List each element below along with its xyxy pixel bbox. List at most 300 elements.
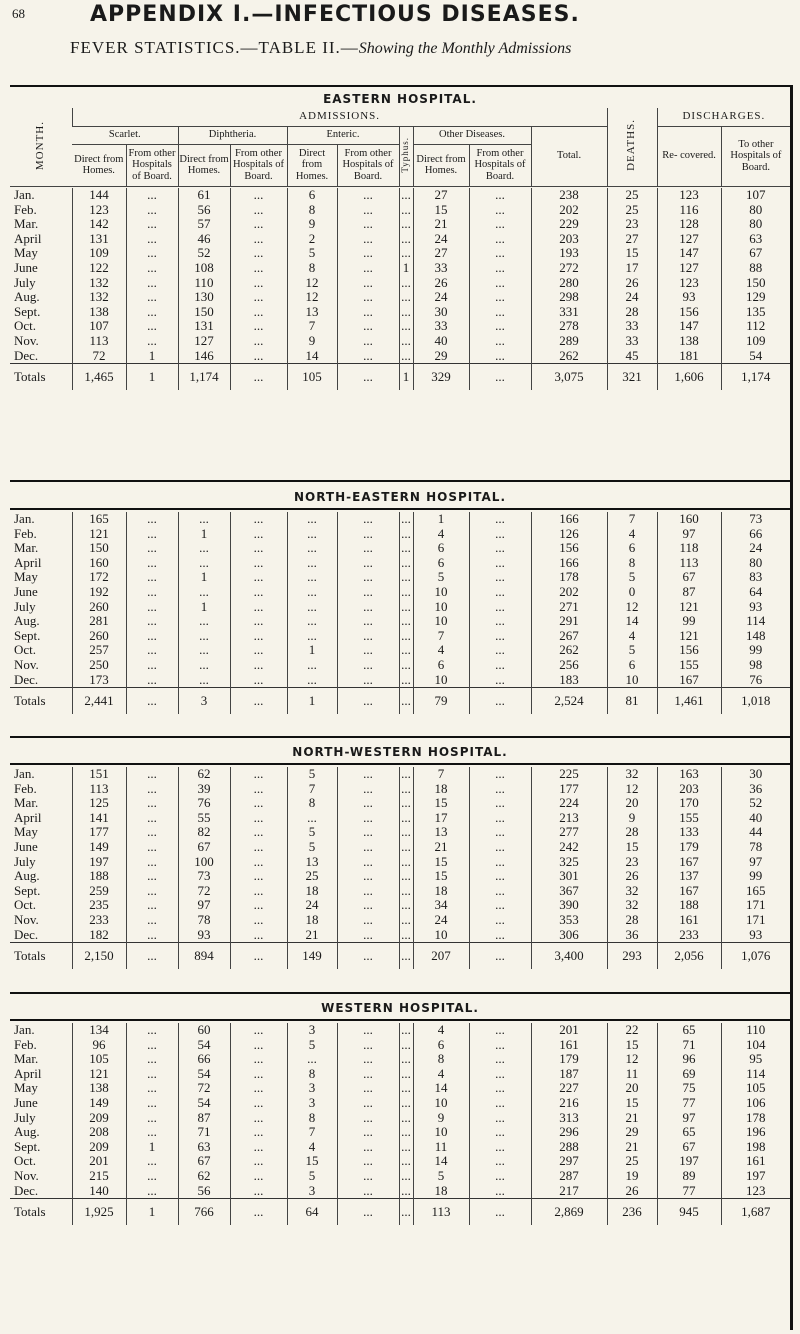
table-cell: 329 <box>413 364 469 391</box>
table-cell: 15 <box>413 203 469 218</box>
table-cell: 110 <box>721 1023 790 1038</box>
table-cell: 313 <box>531 1111 607 1126</box>
table-cell: 40 <box>721 811 790 826</box>
table-cell: 179 <box>531 1052 607 1067</box>
table-cell: 306 <box>531 928 607 943</box>
month-cell: Nov. <box>14 912 39 927</box>
table-cell: 24 <box>413 290 469 305</box>
table-cell: 10 <box>413 1096 469 1111</box>
table-cell: ... <box>230 1154 287 1169</box>
table-cell: 26 <box>607 869 657 884</box>
table-cell: 287 <box>531 1169 607 1184</box>
table-cell: 20 <box>607 796 657 811</box>
table-cell: 72 <box>178 884 230 899</box>
month-cell: April <box>14 231 42 246</box>
table-cell: 105 <box>721 1081 790 1096</box>
table-cell: 79 <box>413 688 469 715</box>
table-cell: 945 <box>657 1199 721 1226</box>
table-cell: 54 <box>178 1038 230 1053</box>
table-row <box>10 276 790 291</box>
table-cell: ... <box>230 943 287 970</box>
table-row <box>10 782 790 797</box>
table-cell: 172 <box>72 570 126 585</box>
table-cell: 122 <box>72 261 126 276</box>
table-cell: 1 <box>413 512 469 527</box>
table-cell: 146 <box>178 349 230 364</box>
table-cell: 2,524 <box>531 688 607 715</box>
month-cell: April <box>14 1066 42 1081</box>
month-cell: May <box>14 1081 38 1096</box>
month-cell: Oct. <box>14 1154 37 1169</box>
table-cell: ... <box>126 796 178 811</box>
table-cell: 170 <box>657 796 721 811</box>
table-cell: 236 <box>607 1199 657 1226</box>
table-cell: ... <box>469 643 531 658</box>
page-number: 68 <box>12 6 25 21</box>
table-row <box>10 811 790 826</box>
month-cell: Jan. <box>14 188 35 202</box>
table-cell: 5 <box>287 825 337 840</box>
month-cell: Mar. <box>14 796 39 811</box>
table-cell: 178 <box>531 570 607 585</box>
table-cell: 3 <box>287 1023 337 1038</box>
table-cell: ... <box>126 840 178 855</box>
western-table <box>10 1023 790 1225</box>
table-cell: ... <box>126 217 178 232</box>
table-cell: 54 <box>178 1096 230 1111</box>
table-cell: 105 <box>72 1052 126 1067</box>
table-cell: 293 <box>607 943 657 970</box>
table-cell: 1,018 <box>721 688 790 715</box>
table-cell: ... <box>469 188 531 203</box>
table-cell: 29 <box>413 349 469 364</box>
totals-row <box>10 1199 790 1226</box>
table-cell: 6 <box>413 658 469 673</box>
table-cell: ... <box>399 614 413 629</box>
table-cell: 7 <box>287 1125 337 1140</box>
table-cell: 7 <box>413 767 469 782</box>
table-cell: 44 <box>721 825 790 840</box>
table-cell: ... <box>469 1125 531 1140</box>
table-cell: 14 <box>607 614 657 629</box>
month-cell: Dec. <box>14 927 39 942</box>
table-cell: ... <box>399 217 413 232</box>
table-cell: 209 <box>72 1111 126 1126</box>
table-cell: ... <box>337 658 399 673</box>
table-cell: 7 <box>287 319 337 334</box>
table-cell: ... <box>287 585 337 600</box>
table-cell: 72 <box>178 1081 230 1096</box>
table-row <box>10 203 790 218</box>
table-cell: 10 <box>413 614 469 629</box>
table-cell: 104 <box>721 1038 790 1053</box>
table-cell: 1 <box>399 261 413 276</box>
table-cell: 289 <box>531 334 607 349</box>
table-cell: ... <box>126 913 178 928</box>
table-cell: ... <box>469 232 531 247</box>
table-cell: 18 <box>413 884 469 899</box>
month-cell: Aug. <box>14 1125 40 1140</box>
table-cell: 165 <box>72 512 126 527</box>
table-cell: ... <box>126 276 178 291</box>
table-cell: ... <box>230 811 287 826</box>
table-cell: 178 <box>721 1111 790 1126</box>
table-cell: 72 <box>72 349 126 364</box>
month-cell: Jan. <box>14 1023 35 1037</box>
table-cell: ... <box>337 825 399 840</box>
table-row <box>10 614 790 629</box>
table-cell: ... <box>126 1169 178 1184</box>
table-row <box>10 541 790 556</box>
table-cell: ... <box>287 629 337 644</box>
table-cell: ... <box>126 1111 178 1126</box>
table-cell: ... <box>469 884 531 899</box>
table-cell: ... <box>469 570 531 585</box>
table-cell: 26 <box>413 276 469 291</box>
table-cell: ... <box>399 570 413 585</box>
table-cell: ... <box>469 943 531 970</box>
north-eastern-table <box>10 512 790 714</box>
table-cell: 28 <box>607 825 657 840</box>
table-cell: 105 <box>287 364 337 391</box>
table-cell: 32 <box>607 898 657 913</box>
table-cell: ... <box>178 556 230 571</box>
table-cell: 1,174 <box>721 364 790 391</box>
table-row <box>10 570 790 585</box>
table-cell: ... <box>399 585 413 600</box>
month-cell: Nov. <box>14 657 39 672</box>
month-cell: May <box>14 825 38 840</box>
table-cell: 62 <box>178 767 230 782</box>
table-cell: ... <box>230 290 287 305</box>
scarlet-direct-header: Direct from Homes. <box>72 144 126 186</box>
table-cell: 155 <box>657 811 721 826</box>
table-cell: 277 <box>531 825 607 840</box>
totals-label: Totals <box>10 364 72 391</box>
table-cell: ... <box>399 943 413 970</box>
table-cell: 5 <box>607 643 657 658</box>
table-cell: ... <box>230 1067 287 1082</box>
table-cell: 121 <box>657 600 721 615</box>
table-cell: ... <box>126 614 178 629</box>
table-cell: 224 <box>531 796 607 811</box>
table-cell: 21 <box>287 928 337 943</box>
table-cell: 131 <box>178 319 230 334</box>
table-cell: 150 <box>178 305 230 320</box>
table-cell: ... <box>469 527 531 542</box>
enteric-header: Enteric. <box>287 126 399 144</box>
table-cell: ... <box>230 276 287 291</box>
month-cell: Aug. <box>14 614 40 629</box>
table-cell: 15 <box>413 869 469 884</box>
totals-row <box>10 943 790 970</box>
table-cell: 82 <box>178 825 230 840</box>
table-cell: 4 <box>413 643 469 658</box>
table-cell: 8 <box>607 556 657 571</box>
table-cell: ... <box>126 305 178 320</box>
table-cell: 123 <box>721 1184 790 1199</box>
table-cell: ... <box>126 527 178 542</box>
table-cell: 138 <box>72 305 126 320</box>
table-cell: ... <box>469 290 531 305</box>
table-cell: ... <box>337 1096 399 1111</box>
table-cell: 197 <box>72 855 126 870</box>
table-cell: 46 <box>178 232 230 247</box>
table-cell: ... <box>126 825 178 840</box>
table-cell: 21 <box>413 217 469 232</box>
table-row <box>10 527 790 542</box>
table-cell: 29 <box>607 1125 657 1140</box>
table-cell: 262 <box>531 349 607 364</box>
month-cell: Dec. <box>14 1183 39 1198</box>
table-cell: ... <box>287 658 337 673</box>
table-cell: 127 <box>657 261 721 276</box>
table-cell: ... <box>399 913 413 928</box>
table-cell: ... <box>469 600 531 615</box>
table-cell: 132 <box>72 290 126 305</box>
month-cell: Sept. <box>14 304 41 319</box>
totals-label: Totals <box>10 1199 72 1226</box>
table-cell: 198 <box>721 1140 790 1155</box>
table-cell: ... <box>469 349 531 364</box>
table-cell: 149 <box>72 840 126 855</box>
table-cell: 12 <box>287 290 337 305</box>
table-cell: 250 <box>72 658 126 673</box>
month-cell: Nov. <box>14 333 39 348</box>
table-row <box>10 217 790 232</box>
section-title-western: WESTERN HOSPITAL. <box>321 1001 479 1015</box>
table-cell: ... <box>469 928 531 943</box>
table-cell: 18 <box>287 884 337 899</box>
table-cell: ... <box>126 898 178 913</box>
table-cell: 78 <box>721 840 790 855</box>
table-row <box>10 512 790 527</box>
table-cell: 33 <box>607 334 657 349</box>
table-cell: ... <box>337 232 399 247</box>
recovered-header: Re- covered. <box>657 126 721 186</box>
table-cell: ... <box>399 688 413 715</box>
eastern-table <box>10 188 790 390</box>
table-cell: 56 <box>178 203 230 218</box>
table-cell: ... <box>337 1125 399 1140</box>
table-cell: 259 <box>72 884 126 899</box>
table-cell: 83 <box>721 570 790 585</box>
table-cell: 27 <box>607 232 657 247</box>
table-cell: ... <box>469 305 531 320</box>
table-cell: ... <box>230 556 287 571</box>
month-cell: Feb. <box>14 781 37 796</box>
enteric-direct-header: Direct from Homes. <box>287 144 337 186</box>
table-cell: 21 <box>607 1140 657 1155</box>
table-cell: ... <box>287 673 337 688</box>
table-cell: 73 <box>178 869 230 884</box>
table-cell: ... <box>399 825 413 840</box>
table-cell: 203 <box>657 782 721 797</box>
table-cell: ... <box>230 585 287 600</box>
table-cell: ... <box>337 585 399 600</box>
table-cell: 88 <box>721 261 790 276</box>
table-cell: 106 <box>721 1096 790 1111</box>
table-cell: 12 <box>607 600 657 615</box>
table-cell: ... <box>287 811 337 826</box>
month-cell: June <box>14 260 38 275</box>
table-cell: ... <box>337 673 399 688</box>
table-cell: ... <box>399 1184 413 1199</box>
table-cell: ... <box>126 1081 178 1096</box>
table-cell: ... <box>337 261 399 276</box>
table-cell: 25 <box>607 1154 657 1169</box>
table-cell: 1 <box>126 1199 178 1226</box>
table-cell: 5 <box>413 1169 469 1184</box>
table-cell: 71 <box>178 1125 230 1140</box>
table-cell: 7 <box>413 629 469 644</box>
table-cell: 27 <box>413 188 469 203</box>
table-cell: 188 <box>657 898 721 913</box>
table-row <box>10 1023 790 1038</box>
table-cell: 6 <box>287 188 337 203</box>
table-cell: ... <box>126 673 178 688</box>
table-cell: ... <box>287 512 337 527</box>
table-cell: ... <box>126 556 178 571</box>
table-cell: 238 <box>531 188 607 203</box>
table-cell: 766 <box>178 1199 230 1226</box>
table-cell: 281 <box>72 614 126 629</box>
table-cell: 97 <box>721 855 790 870</box>
month-cell: Feb. <box>14 202 37 217</box>
table-cell: ... <box>469 767 531 782</box>
table-cell: 151 <box>72 767 126 782</box>
table-cell: 76 <box>721 673 790 688</box>
table-cell: ... <box>230 767 287 782</box>
table-cell: ... <box>230 1096 287 1111</box>
table-cell: ... <box>337 349 399 364</box>
table-cell: ... <box>230 1140 287 1155</box>
table-cell: 1 <box>178 570 230 585</box>
table-cell: ... <box>178 541 230 556</box>
table-cell: 21 <box>607 1111 657 1126</box>
table-cell: 288 <box>531 1140 607 1155</box>
table-cell: 13 <box>287 855 337 870</box>
table-cell: ... <box>337 796 399 811</box>
table-row <box>10 1111 790 1126</box>
table-cell: ... <box>399 334 413 349</box>
table-cell: ... <box>337 1140 399 1155</box>
table-cell: ... <box>337 570 399 585</box>
table-cell: ... <box>399 600 413 615</box>
table-cell: 4 <box>413 1023 469 1038</box>
table-cell: ... <box>178 629 230 644</box>
table-cell: 128 <box>657 217 721 232</box>
table-cell: 9 <box>413 1111 469 1126</box>
table-cell: ... <box>469 673 531 688</box>
table-cell: ... <box>469 512 531 527</box>
table-cell: ... <box>469 614 531 629</box>
table-cell: ... <box>126 629 178 644</box>
table-cell: ... <box>399 305 413 320</box>
table-cell: 4 <box>413 1067 469 1082</box>
totals-label: Totals <box>10 688 72 715</box>
table-row <box>10 246 790 261</box>
table-cell: 100 <box>178 855 230 870</box>
table-cell: 34 <box>413 898 469 913</box>
table-cell: 165 <box>721 884 790 899</box>
table-cell: 17 <box>413 811 469 826</box>
table-cell: ... <box>230 246 287 261</box>
table-cell: ... <box>399 928 413 943</box>
table-cell: ... <box>126 188 178 203</box>
table-cell: 22 <box>607 1023 657 1038</box>
table-cell: 5 <box>287 1038 337 1053</box>
table-cell: 161 <box>657 913 721 928</box>
table-cell: 93 <box>178 928 230 943</box>
table-cell: 8 <box>287 1111 337 1126</box>
table-cell: ... <box>126 643 178 658</box>
month-cell: Mar. <box>14 1052 39 1067</box>
month-cell: Jan. <box>14 767 35 781</box>
table-cell: 5 <box>287 1169 337 1184</box>
table-row <box>10 290 790 305</box>
table-cell: 181 <box>657 349 721 364</box>
table-cell: ... <box>337 188 399 203</box>
table-cell: ... <box>337 898 399 913</box>
table-cell: 99 <box>721 869 790 884</box>
table-cell: 93 <box>657 290 721 305</box>
table-cell: ... <box>337 840 399 855</box>
table-cell: ... <box>469 585 531 600</box>
table-cell: ... <box>230 884 287 899</box>
table-cell: ... <box>469 688 531 715</box>
to-other-hospitals-header: To other Hospitals of Board. <box>721 126 790 186</box>
table-cell: ... <box>126 512 178 527</box>
table-cell: ... <box>399 1023 413 1038</box>
table-cell: 262 <box>531 643 607 658</box>
table-row <box>10 1096 790 1111</box>
table-cell: ... <box>399 855 413 870</box>
table-cell: ... <box>126 1154 178 1169</box>
table-row <box>10 643 790 658</box>
enteric-other-header: From other Hospitals of Board. <box>337 144 399 186</box>
table-row <box>10 1154 790 1169</box>
table-cell: 114 <box>721 614 790 629</box>
table-row <box>10 305 790 320</box>
table-cell: 93 <box>721 928 790 943</box>
table-cell: 97 <box>657 527 721 542</box>
table-cell: ... <box>230 1038 287 1053</box>
table-cell: ... <box>126 1038 178 1053</box>
table-cell: 15 <box>607 1038 657 1053</box>
table-cell: ... <box>399 1096 413 1111</box>
table-cell: ... <box>230 869 287 884</box>
table-cell: 54 <box>178 1067 230 1082</box>
table-row <box>10 188 790 203</box>
table-row <box>10 913 790 928</box>
table-cell: 177 <box>72 825 126 840</box>
table-cell: 3,075 <box>531 364 607 391</box>
table-cell: 9 <box>287 334 337 349</box>
table-cell: 67 <box>657 1140 721 1155</box>
table-cell: ... <box>399 1081 413 1096</box>
table-cell: 52 <box>721 796 790 811</box>
scarlet-other-header: From other Hospitals of Board. <box>126 144 178 186</box>
table-cell: ... <box>469 796 531 811</box>
table-cell: ... <box>399 319 413 334</box>
table-cell: ... <box>337 305 399 320</box>
table-cell: 201 <box>531 1023 607 1038</box>
table-cell: 187 <box>531 1067 607 1082</box>
table-cell: 24 <box>287 898 337 913</box>
month-cell: Sept. <box>14 1139 41 1154</box>
table-cell: ... <box>399 541 413 556</box>
